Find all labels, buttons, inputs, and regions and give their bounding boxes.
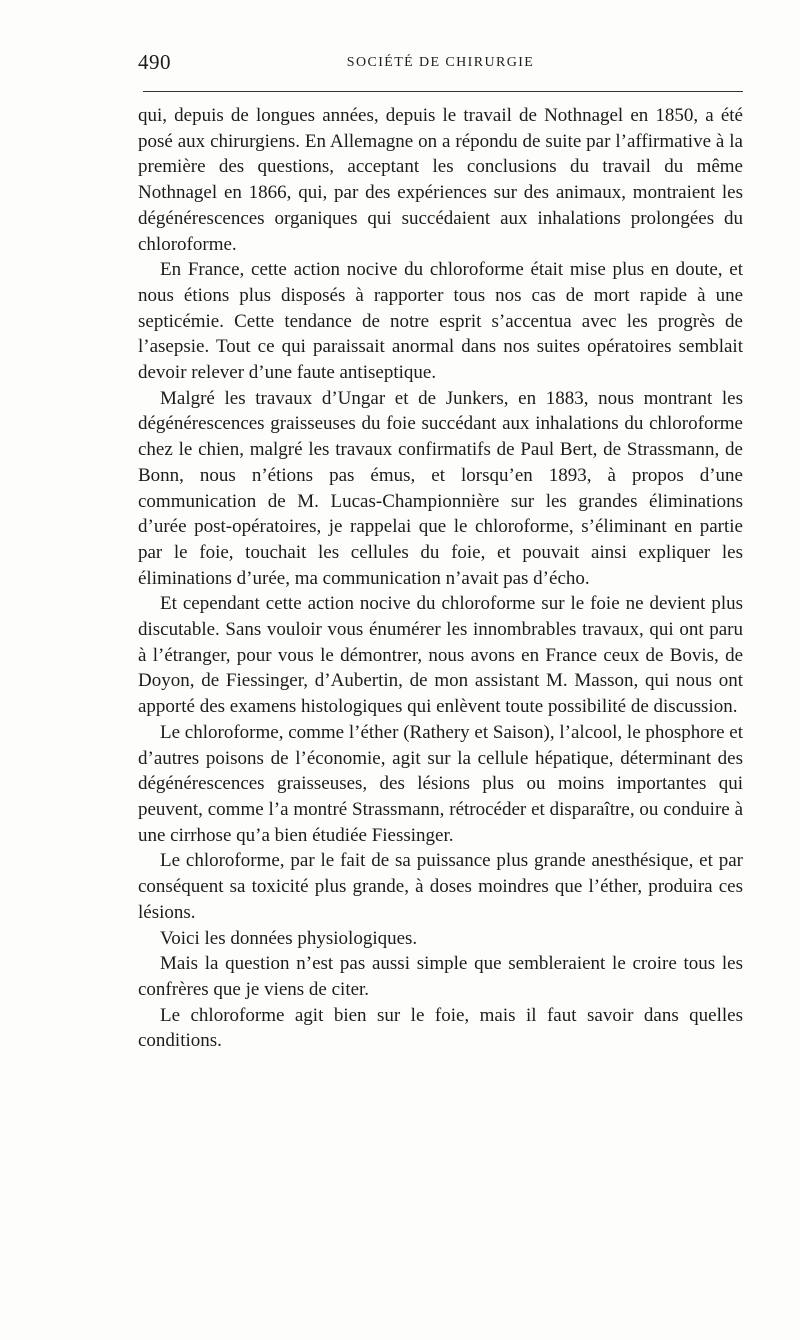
paragraph: En France, cette action nocive du chloroforme était mise plus en doute, et nous étions plus disposés à rapporter tous nos cas de mort rapide à une septicémie. Cette tendance de notre esprit s’accentua avec les progrès de l’asepsie. Tout ce qui paraissait anormal dans nos suites opératoires semblait devoir relever d’une faute antiseptique. bbox=[138, 259, 743, 384]
paragraph: Le chloroforme agit bien sur le foie, mais il faut savoir dans quelles conditions. bbox=[138, 1004, 743, 1052]
running-title: SOCIÉTÉ DE CHIRURGIE bbox=[346, 55, 535, 70]
paragraph: Mais la question n’est pas aussi simple que sembleraient le croire tous les confrères que je viens de citer. bbox=[138, 953, 743, 1000]
body-text bbox=[138, 103, 743, 1054]
paragraph: Le chloroforme, par le fait de sa puissance plus grande anesthésique, et par conséquent sa toxicité plus grande, à doses moindres que l’éther, produira ces lésions. bbox=[138, 850, 743, 923]
page-number: 490 bbox=[138, 50, 171, 74]
paragraph: Malgré les travaux d’Ungar et de Junkers, en 1883, nous montrant les dégénérescences graisseuses du foie succédant aux inhalations du chloroforme chez le chien, malgré les travaux confirmatifs de Paul Bert, de Strassmann, de Bonn, nous n’étions pas émus, et lorsqu’en 1893, à propos d’une communication de M. Lucas-Championnière sur les grandes éliminations d’urée post-opératoires, je rappelai que le chloroforme, s’éliminant en partie par le foie, touchait les cellules du foie, et pouvait ainsi expliquer les éliminations d’urée, ma communication n’avait pas d’écho. bbox=[138, 387, 743, 589]
header-rule bbox=[143, 91, 743, 92]
paragraph: Le chloroforme, comme l’éther (Rathery et Saison), l’alcool, le phosphore et d’autres poisons de l’économie, agit sur la cellule hépatique, déterminant des dégénérescences graisseuses, des lésions plus ou moins importantes qui peuvent, comme l’a montré Strassmann, rétrocéder et disparaître, ou conduire à une cirrhose qu’a bien étudiée Fiessinger. bbox=[138, 721, 743, 846]
paragraph: Et cependant cette action nocive du chloroforme sur le foie ne devient plus discutable. Sans vouloir vous énumérer les innombrables travaux, qui ont paru à l’étranger, pour vous le démontrer, nous avons en France ceux de Bovis, de Doyon, de Fiessinger, d’Aubertin, de mon assistant M. Masson, qui nous ont apporté des examens histologiques qui enlèvent toute possibilité de discussion. bbox=[138, 593, 743, 718]
page-header bbox=[138, 50, 743, 80]
paragraph: Voici les données physiologiques. bbox=[160, 927, 418, 949]
paragraph: qui, depuis de longues années, depuis le travail de Nothnagel en 1850, a été posé aux chirurgiens. En Allemagne on a répondu de suite par l’affirmative à la première des questions, acceptant les conclusions du travail du même Nothnagel en 1866, qui, par des expériences sur des animaux, montraient les dégénérescences organiques qui succédaient aux inhalations prolongées du chloroforme. bbox=[138, 105, 743, 255]
